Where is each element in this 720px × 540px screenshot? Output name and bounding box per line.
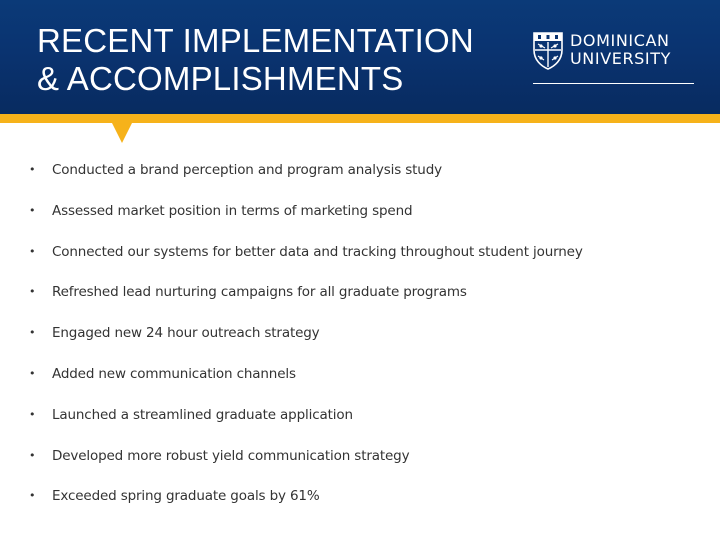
list-item-text: Launched a streamlined graduate application	[52, 406, 353, 423]
bullet-icon: •	[29, 448, 36, 462]
bullet-icon: •	[29, 407, 36, 421]
logo-underline	[533, 83, 694, 84]
university-seal-icon	[531, 30, 565, 70]
dominican-university-logo	[531, 30, 696, 86]
slide-header	[0, 0, 720, 114]
list-item-text: Exceeded spring graduate goals by 61%	[52, 488, 320, 505]
list-item-text: Assessed market position in terms of marketing spend	[52, 202, 413, 219]
list-item	[0, 191, 720, 232]
bullet-icon: •	[29, 326, 36, 340]
list-item-text: Connected our systems for better data and tracking throughout student journey	[52, 243, 583, 260]
logo-wordmark-line-1: DOMINICAN	[570, 31, 670, 50]
list-item	[0, 436, 720, 477]
bullet-icon: •	[29, 285, 36, 299]
slide-title-line-1: RECENT IMPLEMENTATION	[37, 22, 474, 59]
slide-title	[37, 22, 517, 98]
bullet-icon: •	[29, 163, 36, 176]
bullet-icon: •	[29, 203, 36, 217]
list-item	[0, 395, 720, 436]
gold-pointer-triangle	[112, 123, 132, 143]
list-item	[0, 313, 720, 354]
list-item	[0, 272, 720, 313]
logo-wordmark	[570, 32, 671, 68]
list-item-text: Developed more robust yield communication strategy	[52, 447, 410, 464]
slide-title-line-2: & ACCOMPLISHMENTS	[37, 60, 404, 97]
gold-accent-bar	[0, 114, 720, 123]
list-item	[0, 150, 720, 191]
list-item-text: Refreshed lead nurturing campaigns for all graduate programs	[52, 284, 467, 301]
list-item-text: Engaged new 24 hour outreach strategy	[52, 325, 320, 342]
bullet-icon: •	[29, 489, 36, 503]
list-item-text: Added new communication channels	[52, 365, 296, 382]
list-item	[0, 476, 720, 517]
logo-wordmark-line-2: UNIVERSITY	[570, 49, 671, 68]
accomplishments-list	[0, 150, 720, 517]
list-item	[0, 232, 720, 273]
bullet-icon: •	[29, 366, 36, 380]
list-item-text: Conducted a brand perception and program analysis study	[52, 162, 442, 178]
list-item	[0, 354, 720, 395]
bullet-icon: •	[29, 244, 36, 258]
